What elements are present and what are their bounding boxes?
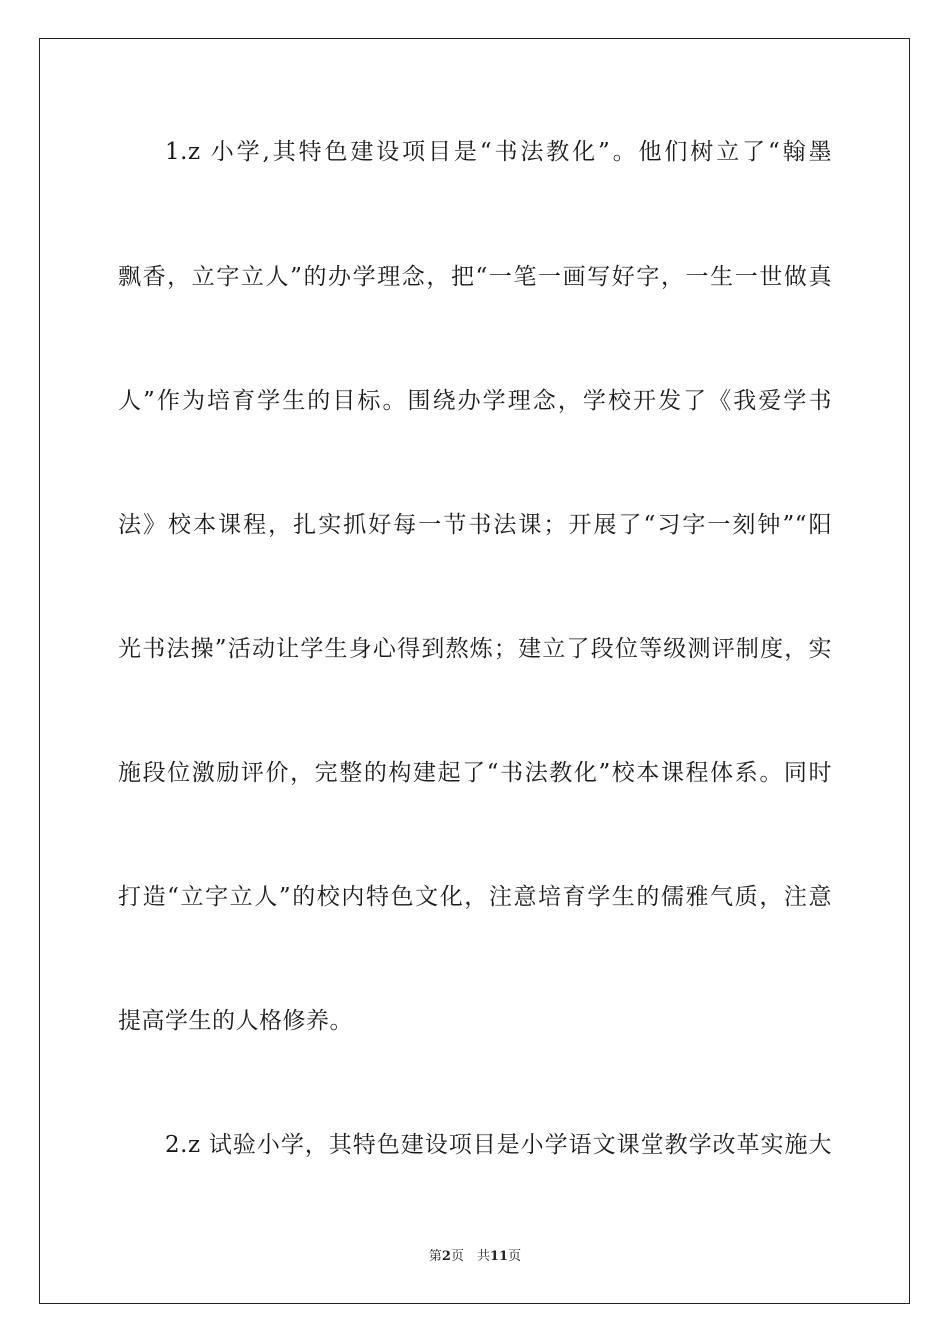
footer-total-pages: 11 xyxy=(489,1249,509,1264)
footer-current-page: 2 xyxy=(441,1249,451,1264)
footer-page-mid: 页 共 xyxy=(450,1249,490,1264)
text-line: 法》校本课程，扎实抓好每一节书法课；开展了“习字一刻钟”“阳 xyxy=(118,512,832,538)
footer-page-suffix: 页 xyxy=(508,1249,522,1264)
page-footer xyxy=(0,1248,950,1266)
text-line: 施段位激励评价，完整的构建起了“书法教化”校本课程体系。同时 xyxy=(118,760,832,786)
footer-page-prefix: 第 xyxy=(428,1249,442,1264)
text-line: 飘香，立字立人”的办学理念，把“一笔一画写好字，一生一世做真 xyxy=(118,264,832,290)
text-line: 人”作为培育学生的目标。围绕办学理念，学校开发了《我爱学书 xyxy=(118,388,832,414)
text-line: 光书法操”活动让学生身心得到熬炼；建立了段位等级测评制度，实 xyxy=(118,636,832,662)
text-line: 1.z 小学,其特色建设项目是“书法教化”。他们树立了“翰墨 xyxy=(165,139,832,165)
text-line: 提高学生的人格修养。 xyxy=(118,1008,353,1034)
page-frame xyxy=(39,38,910,1304)
text-line: 打造“立字立人”的校内特色文化，注意培育学生的儒雅气质，注意 xyxy=(118,884,832,910)
text-line: 2.z 试验小学，其特色建设项目是小学语文课堂教学改革实施大 xyxy=(165,1132,832,1158)
